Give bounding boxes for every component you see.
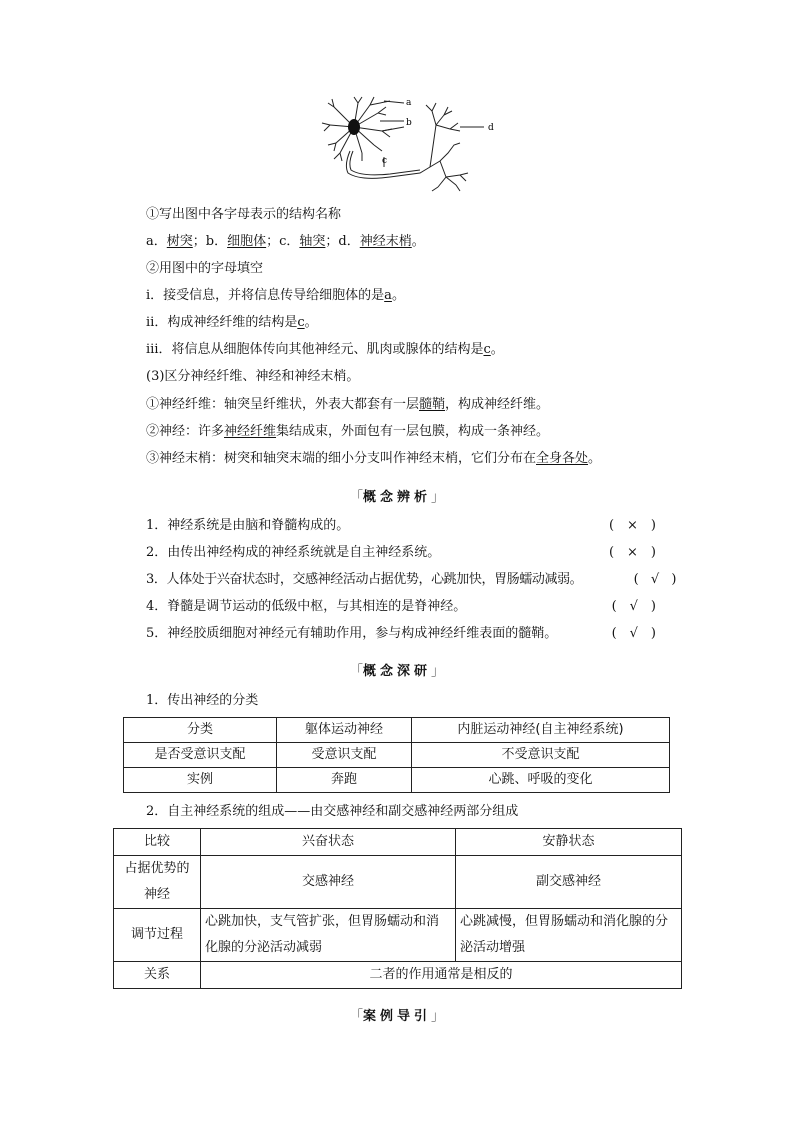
figure-label-b: b (406, 118, 412, 128)
label-b: ；b． (192, 234, 228, 249)
fiber-def-answer: 髓鞘 (419, 397, 446, 412)
bracket-open: 「 (349, 490, 363, 505)
table-row (114, 829, 682, 856)
table-cell: 是否受意识支配 (124, 743, 277, 768)
fill-i (146, 287, 405, 305)
nerve-def (146, 423, 549, 441)
answer-axon: 轴突 (299, 234, 326, 249)
table-row (124, 743, 670, 768)
judgment-text: 3．人体处于兴奋状态时，交感神经活动占据优势，心跳加快，胃肠蠕动减弱。 (146, 572, 583, 587)
answer-cell-body: 细胞体 (227, 234, 267, 249)
nerve-def-post: 集结成束，外面包有一层包膜，构成一条神经。 (276, 424, 550, 439)
table-cell: 心跳加快，支气管扩张，但胃肠蠕动和消化腺的分泌活动减弱 (201, 909, 456, 962)
table-row (114, 856, 682, 909)
label-c: ；c． (266, 234, 300, 249)
ending-def-answer: 全身各处 (536, 451, 589, 466)
table-cell: 调节过程 (114, 909, 201, 962)
answer-dendrite: 树突 (166, 234, 193, 249)
ending-def-post: 。 (588, 451, 602, 466)
nerve-def-answer: 神经纤维 (224, 424, 277, 439)
fill-iii (146, 341, 504, 359)
bracket-close: 」 (431, 664, 445, 679)
efferent-nerve-table (123, 717, 670, 793)
table-row (114, 962, 682, 989)
table-cell: 内脏运动神经(自主神经系统) (412, 718, 670, 743)
answer-line (146, 233, 425, 251)
judgment-mark: ( √ ) (633, 572, 676, 587)
figure-label-c: c (382, 156, 388, 166)
fill-i-text: ⅰ．接受信息，并将信息传导给细胞体的是 (146, 288, 385, 303)
table-cell: 二者的作用通常是相反的 (201, 962, 682, 989)
table-cell: 受意识支配 (277, 743, 412, 768)
bracket-close: 」 (431, 490, 445, 505)
autonomic-system-table (113, 828, 682, 989)
table-cell: 心跳、呼吸的变化 (412, 768, 670, 793)
answer-nerve-ending: 神经末梢 (359, 234, 412, 249)
period: 。 (490, 342, 504, 357)
bracket-open: 「 (349, 664, 363, 679)
label-d: ；d． (325, 234, 360, 249)
judgment-mark: ( × ) (608, 518, 656, 533)
heading-text: 案例导引 (362, 1009, 431, 1024)
period: 。 (304, 315, 318, 330)
judgment-text: 4．脊髓是调节运动的低级中枢，与其相连的是脊神经。 (146, 599, 467, 614)
question-2: ②用图中的字母填空 (146, 261, 264, 276)
table-cell: 不受意识支配 (412, 743, 670, 768)
judgment-text: 5．神经胶质细胞对神经元有辅助作用，参与构成神经纤维表面的髓鞘。 (146, 626, 558, 641)
fill-ii-answer: c (297, 315, 305, 330)
label-a: a． (146, 234, 167, 249)
table-cell: 交感神经 (201, 856, 456, 909)
nerve-def-pre: ②神经：许多 (146, 424, 225, 439)
judgment-1 (146, 517, 656, 535)
table-row (124, 718, 670, 743)
fill-i-answer: a (384, 288, 392, 303)
judgment-mark: ( × ) (608, 545, 656, 560)
judgment-mark: ( √ ) (611, 599, 656, 614)
fiber-def (146, 396, 549, 414)
figure-label-a: a (406, 98, 412, 108)
judgment-3 (146, 571, 676, 589)
figure-label-d: d (488, 123, 494, 133)
table-cell: 占据优势的神经 (114, 856, 201, 909)
table-cell: 躯体运动神经 (277, 718, 412, 743)
bracket-open: 「 (349, 1009, 363, 1024)
table-row (114, 909, 682, 962)
question-1: ①写出图中各字母表示的结构名称 (146, 207, 342, 222)
table-cell: 副交感神经 (456, 856, 682, 909)
period: 。 (411, 234, 425, 249)
table-cell: 比较 (114, 829, 201, 856)
table-row (124, 768, 670, 793)
judgment-mark: ( √ ) (611, 626, 656, 641)
table-cell: 兴奋状态 (201, 829, 456, 856)
judgment-2 (146, 544, 656, 562)
judgment-text: 1．神经系统是由脑和脊髓构成的。 (146, 518, 350, 533)
table-cell: 心跳减慢，但胃肠蠕动和消化腺的分泌活动增强 (456, 909, 682, 962)
fiber-def-post: ，构成神经纤维。 (445, 397, 550, 412)
table-cell: 实例 (124, 768, 277, 793)
table-cell: 关系 (114, 962, 201, 989)
heading-text: 概念辨析 (362, 490, 431, 505)
section-2-title: 2．自主神经系统的组成——由交感神经和副交感神经两部分组成 (146, 804, 519, 819)
judgment-text: 2．由传出神经构成的神经系统就是自主神经系统。 (146, 545, 441, 560)
heading-text: 概念深研 (362, 664, 431, 679)
heading-concept-analysis (0, 486, 794, 505)
fiber-def-pre: ①神经纤维：轴突呈纤维状，外表大都套有一层 (146, 397, 420, 412)
judgment-4 (146, 598, 656, 616)
heading-concept-study (0, 660, 794, 679)
fill-iii-answer: c (483, 342, 491, 357)
table-cell: 奔跑 (277, 768, 412, 793)
neuron-diagram (320, 95, 520, 195)
section-3: (3)区分神经纤维、神经和神经末梢。 (146, 369, 360, 384)
table-cell: 安静状态 (456, 829, 682, 856)
judgment-5 (146, 625, 656, 643)
fill-ii (146, 314, 318, 332)
ending-def (146, 450, 601, 468)
period: 。 (391, 288, 405, 303)
table-cell: 分类 (124, 718, 277, 743)
section-1-title: 1．传出神经的分类 (146, 693, 259, 708)
ending-def-pre: ③神经末梢：树突和轴突末端的细小分支叫作神经末梢，它们分布在 (146, 451, 537, 466)
heading-case-guide (0, 1005, 794, 1024)
fill-ii-text: ⅱ．构成神经纤维的结构是 (146, 315, 298, 330)
fill-iii-text: ⅲ．将信息从细胞体传向其他神经元、肌肉或腺体的结构是 (146, 342, 484, 357)
bracket-close: 」 (431, 1009, 445, 1024)
